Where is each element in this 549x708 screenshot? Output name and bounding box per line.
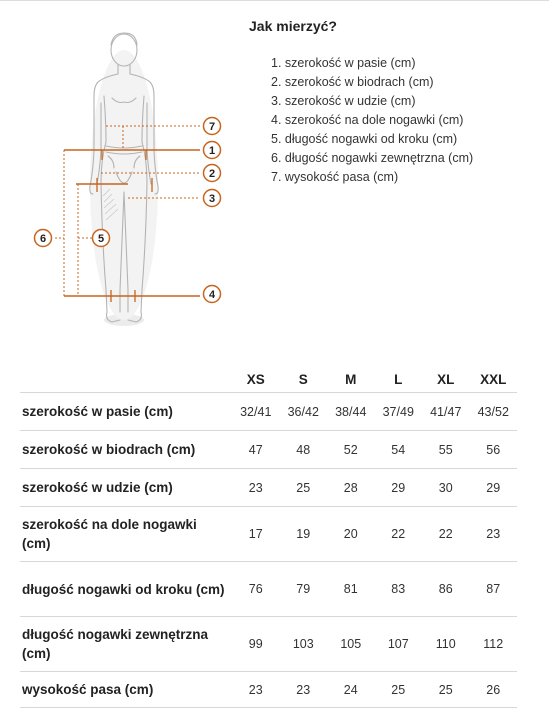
row-label: szerokość na dole nogawki (cm): [20, 507, 232, 562]
table-row: [20, 617, 517, 672]
body-diagram: [0, 20, 250, 335]
table-cell: 32/41: [232, 393, 280, 431]
table-cell: 23: [232, 469, 280, 507]
table-cell: 48: [280, 431, 328, 469]
table-cell: 17: [232, 507, 280, 562]
row-label: długość nogawki zewnętrzna (cm): [20, 617, 232, 672]
table-cell: 47: [232, 431, 280, 469]
marker-6-label: 6: [39, 233, 47, 245]
table-cell: 56: [470, 431, 518, 469]
table-cell: 19: [280, 507, 328, 562]
header-size-l: L: [394, 371, 403, 387]
table-cell: 105: [327, 617, 375, 672]
row-label: szerokość w udzie (cm): [20, 469, 232, 507]
table-cell: 76: [232, 562, 280, 617]
marker-5-label: 5: [97, 233, 105, 245]
how-to-measure: [249, 18, 337, 34]
marker-6: [35, 230, 52, 247]
table-cell: 29: [375, 469, 423, 507]
row-label: szerokość w biodrach (cm): [20, 431, 232, 469]
measurement-item-4: 4. szerokość na dole nogawki (cm): [271, 113, 464, 127]
table-cell: 28: [327, 469, 375, 507]
table-cell: 55: [422, 431, 470, 469]
marker-3-label: 3: [208, 193, 216, 205]
table-cell: 107: [375, 617, 423, 672]
row-label: długość nogawki od kroku (cm): [20, 562, 232, 617]
measurement-item-7: 7. wysokość pasa (cm): [271, 170, 399, 184]
marker-2: [204, 165, 221, 182]
table-cell: 83: [375, 562, 423, 617]
marker-1-label: 1: [208, 145, 216, 157]
row-label: wysokość pasa (cm): [20, 672, 232, 708]
header-empty: [20, 366, 232, 393]
header-size-xs: XS: [246, 371, 265, 387]
top-divider: [0, 0, 549, 1]
measurement-figure: [0, 20, 250, 335]
marker-7: [204, 118, 221, 135]
table-cell: 103: [280, 617, 328, 672]
table-cell: 81: [327, 562, 375, 617]
table-cell: 23: [232, 672, 280, 708]
table-cell: 36/42: [280, 393, 328, 431]
table-cell: 41/47: [422, 393, 470, 431]
table-cell: 37/49: [375, 393, 423, 431]
marker-3: [204, 190, 221, 207]
table-cell: 110: [422, 617, 470, 672]
table-cell: 87: [470, 562, 518, 617]
table-row: [20, 431, 517, 469]
how-to-measure-title: Jak mierzyć?: [249, 18, 337, 34]
table-cell: 99: [232, 617, 280, 672]
table-cell: 20: [327, 507, 375, 562]
measurement-item-2: 2. szerokość w biodrach (cm): [271, 75, 434, 89]
table-cell: 22: [375, 507, 423, 562]
table-cell: 22: [422, 507, 470, 562]
table-cell: 38/44: [327, 393, 375, 431]
marker-4: [204, 286, 221, 303]
table-cell: 79: [280, 562, 328, 617]
table-cell: 24: [327, 672, 375, 708]
row-label: szerokość w pasie (cm): [20, 393, 232, 431]
table-cell: 25: [422, 672, 470, 708]
table-row: [20, 393, 517, 431]
table-cell: 30: [422, 469, 470, 507]
table-row: [20, 672, 517, 708]
marker-4-label: 4: [208, 289, 216, 301]
table-cell: 112: [470, 617, 518, 672]
table-cell: 26: [470, 672, 518, 708]
table-cell: 54: [375, 431, 423, 469]
size-table: [20, 366, 517, 708]
measurement-item-3: 3. szerokość w udzie (cm): [271, 94, 416, 108]
measurement-item-1: 1. szerokość w pasie (cm): [271, 56, 416, 70]
marker-1: [204, 142, 221, 159]
marker-5: [93, 230, 110, 247]
measurement-list: [271, 54, 473, 187]
table-cell: 86: [422, 562, 470, 617]
body-shadow: [90, 50, 158, 320]
table-cell: 52: [327, 431, 375, 469]
table-row: [20, 507, 517, 562]
marker-7-label: 7: [208, 121, 216, 133]
table-row: [20, 562, 517, 617]
header-size-xxl: XXL: [480, 371, 507, 387]
size-header-row: [20, 366, 517, 393]
measurement-item-6: 6. długość nogawki zewnętrzna (cm): [271, 151, 474, 165]
table-row: [20, 469, 517, 507]
header-size-s: S: [298, 371, 308, 387]
measurement-item-5: 5. długość nogawki od kroku (cm): [271, 132, 458, 146]
marker-2-label: 2: [208, 168, 216, 180]
table-cell: 25: [280, 469, 328, 507]
table-cell: 43/52: [470, 393, 518, 431]
table-cell: 23: [470, 507, 518, 562]
table-cell: 25: [375, 672, 423, 708]
header-size-m: M: [345, 371, 357, 387]
table-cell: 29: [470, 469, 518, 507]
table-cell: 23: [280, 672, 328, 708]
header-size-xl: XL: [437, 371, 455, 387]
